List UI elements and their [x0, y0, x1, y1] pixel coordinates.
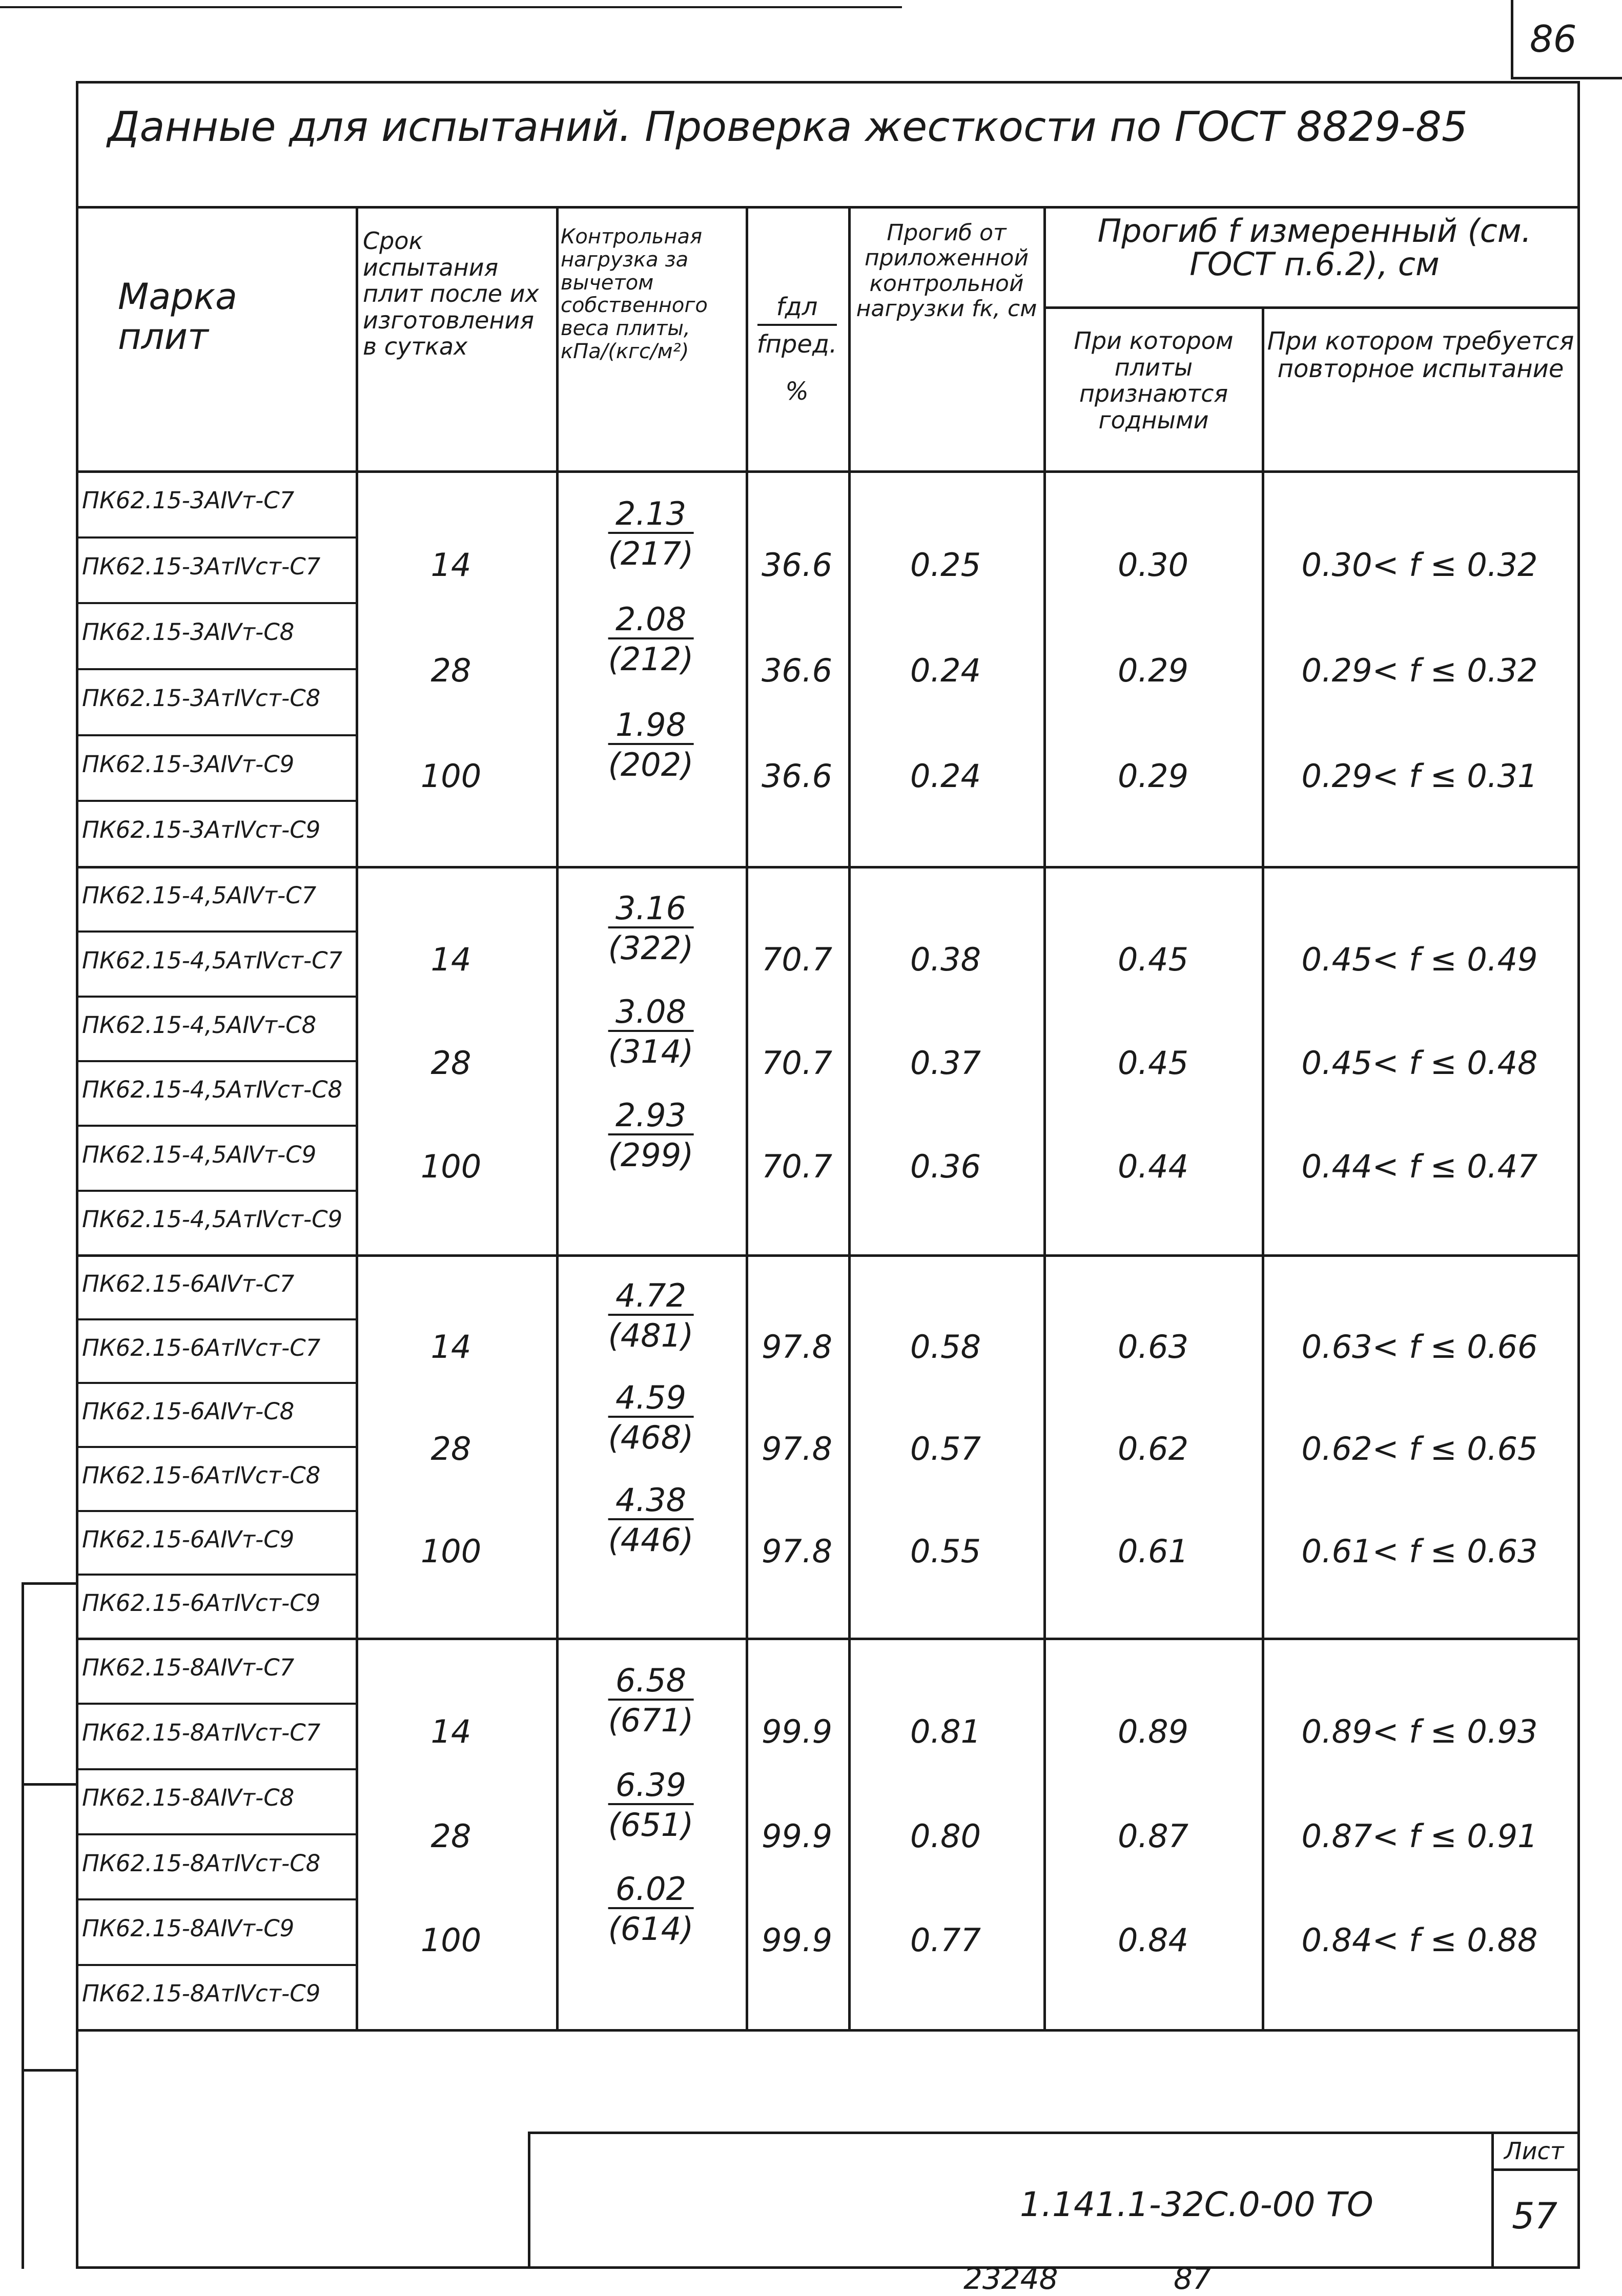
ratio-cell: 36.6: [761, 757, 833, 795]
mark-cell: ПК62.15-3АⅣт-С7: [82, 487, 295, 514]
load-fraction: [608, 1097, 694, 1174]
mark-cell: ПК62.15-6АⅣт-С9: [82, 1526, 295, 1553]
footer-number-left: 23248: [963, 2261, 1058, 2296]
ratio-cell: 99.9: [761, 1817, 833, 1855]
load-fraction: [608, 890, 694, 967]
mark-row-line: [76, 800, 358, 802]
mark-cell: ПК62.15-4,5АтⅣст-С7: [82, 947, 343, 974]
header-bottom: [76, 470, 1580, 473]
header-ratio-bar: [757, 324, 837, 326]
term-cell: 14: [430, 941, 471, 978]
accept-cell: 0.29: [1117, 757, 1189, 795]
term-cell: 100: [420, 757, 482, 795]
binding-strip-h3: [22, 2069, 78, 2072]
mark-cell: ПК62.15-6АⅣт-С8: [82, 1398, 295, 1425]
load-kpa: 6.39: [608, 1769, 694, 1805]
load-fraction: [608, 601, 694, 678]
footer-number-right: 87: [1174, 2261, 1212, 2296]
fk-cell: 0.36: [910, 1148, 981, 1185]
accept-cell: 0.89: [1117, 1713, 1189, 1750]
mark-cell: ПК62.15-8АтⅣст-С8: [82, 1850, 321, 1877]
header-deflection-load: Прогиб от приложенной контрольной нагрузки fк, см: [856, 220, 1037, 322]
sheet-corner-number: 86: [1530, 17, 1577, 60]
header-load: Контрольная нагрузка за вычетом собственного веса плиты, кПа/(кгс/м²): [561, 225, 708, 363]
sheet-number: 57: [1512, 2195, 1558, 2237]
mark-cell: ПК62.15-8АⅣт-С9: [82, 1915, 295, 1942]
page-title: Данные для испытаний. Проверка жесткости по ГОСТ 8829-85: [108, 103, 1468, 151]
load-kgs: (202): [608, 746, 694, 783]
mark-cell: ПК62.15-3АтⅣст-С9: [82, 816, 321, 843]
load-fraction: [608, 495, 694, 572]
retest-cell: 0.29< f ≤ 0.32: [1301, 652, 1538, 689]
mark-cell: ПК62.15-6АтⅣст-С7: [82, 1334, 321, 1361]
retest-cell: 0.62< f ≤ 0.65: [1301, 1430, 1538, 1467]
retest-cell: 0.29< f ≤ 0.31: [1301, 757, 1538, 795]
accept-cell: 0.45: [1117, 941, 1189, 978]
fk-cell: 0.57: [910, 1430, 981, 1467]
mark-row-line: [76, 1898, 358, 1900]
load-fraction: [608, 1766, 694, 1844]
frame-top: [76, 81, 1580, 84]
fk-cell: 0.58: [910, 1328, 981, 1366]
term-cell: 14: [430, 546, 471, 584]
load-kgs: (212): [608, 640, 694, 678]
load-fraction: [608, 1481, 694, 1559]
term-cell: 14: [430, 1328, 471, 1366]
mark-row-line: [76, 930, 358, 933]
doc-code: 1.141.1-32С.0-00 ТО: [1020, 2185, 1373, 2224]
ratio-cell: 70.7: [761, 941, 833, 978]
fk-cell: 0.77: [910, 1921, 981, 1959]
load-kgs: (314): [608, 1033, 694, 1070]
load-kpa: 4.72: [608, 1280, 694, 1316]
ratio-cell: 97.8: [761, 1328, 833, 1366]
group-separator-1: [76, 866, 1580, 868]
title-separator: [76, 206, 1580, 209]
corner-box-bottom: [1511, 77, 1622, 79]
col-line-1: [356, 206, 358, 2031]
retest-cell: 0.45< f ≤ 0.48: [1301, 1044, 1538, 1082]
load-kgs: (651): [608, 1806, 694, 1844]
frame-bottom: [76, 2266, 1580, 2269]
mark-row-line: [76, 1574, 358, 1576]
accept-cell: 0.30: [1117, 546, 1189, 584]
load-fraction: [608, 706, 694, 783]
mark-cell: ПК62.15-3АⅣт-С9: [82, 751, 295, 778]
mark-cell: ПК62.15-4,5АтⅣст-С8: [82, 1076, 343, 1103]
ratio-cell: 97.8: [761, 1533, 833, 1570]
stamp-sheet-divider: [1491, 2132, 1494, 2269]
corner-box-left: [1511, 0, 1513, 79]
measured-subheader-line: [1043, 306, 1580, 309]
term-cell: 28: [430, 1817, 471, 1855]
col-line-5: [1043, 206, 1046, 2031]
col-line-6: [1262, 306, 1264, 2031]
load-kpa: 6.02: [608, 1873, 694, 1909]
header-accepted: При котором плиты признаются годными: [1074, 327, 1234, 434]
group-separator-3: [76, 1638, 1580, 1640]
fk-cell: 0.38: [910, 941, 981, 978]
fk-cell: 0.81: [910, 1713, 981, 1750]
stamp-left: [528, 2132, 530, 2269]
term-cell: 28: [430, 1430, 471, 1467]
mark-row-line: [76, 734, 358, 736]
mark-row-line: [76, 1446, 358, 1448]
binding-strip-h2: [22, 1783, 78, 1786]
accept-cell: 0.45: [1117, 1044, 1189, 1082]
load-fraction: [608, 1379, 694, 1456]
load-kpa: 2.08: [608, 604, 694, 639]
header-mark: Марка плит: [118, 276, 237, 358]
mark-cell: ПК62.15-4,5АтⅣст-С9: [82, 1206, 343, 1233]
load-kpa: 6.58: [608, 1665, 694, 1701]
mark-cell: ПК62.15-6АтⅣст-С8: [82, 1462, 321, 1489]
term-cell: 14: [430, 1713, 471, 1750]
mark-row-line: [76, 1768, 358, 1770]
retest-cell: 0.61< f ≤ 0.63: [1301, 1533, 1538, 1570]
load-fraction: [608, 1277, 694, 1354]
mark-row-line: [76, 1964, 358, 1966]
fk-cell: 0.24: [910, 652, 981, 689]
mark-cell: ПК62.15-8АтⅣст-С9: [82, 1980, 321, 2007]
col-line-3: [746, 206, 748, 2031]
header-measured: Прогиб f измеренный (см. ГОСТ п.6.2), см: [1097, 212, 1532, 283]
load-kpa: 2.93: [608, 1100, 694, 1135]
mark-cell: ПК62.15-3АтⅣст-С8: [82, 685, 321, 712]
mark-cell: ПК62.15-6АтⅣст-С9: [82, 1589, 321, 1617]
mark-row-line: [76, 1060, 358, 1062]
term-cell: 28: [430, 1044, 471, 1082]
load-kgs: (671): [608, 1702, 694, 1739]
fk-cell: 0.24: [910, 757, 981, 795]
load-kgs: (614): [608, 1910, 694, 1948]
header-ratio-bottom: fпред.: [756, 330, 837, 359]
retest-cell: 0.44< f ≤ 0.47: [1301, 1148, 1538, 1185]
load-kgs: (322): [608, 929, 694, 967]
mark-row-line: [76, 536, 358, 539]
mark-row-line: [76, 1190, 358, 1192]
accept-cell: 0.61: [1117, 1533, 1189, 1570]
retest-cell: 0.84< f ≤ 0.88: [1301, 1921, 1538, 1959]
accept-cell: 0.63: [1117, 1328, 1189, 1366]
mark-cell: ПК62.15-8АⅣт-С7: [82, 1654, 295, 1681]
mark-cell: ПК62.15-8АтⅣст-С7: [82, 1719, 321, 1746]
mark-cell: ПК62.15-8АⅣт-С8: [82, 1784, 295, 1811]
frame-right: [1577, 81, 1580, 2269]
load-kgs: (481): [608, 1317, 694, 1354]
load-kpa: 3.08: [608, 996, 694, 1032]
mark-row-line: [76, 1703, 358, 1705]
load-kpa: 4.38: [608, 1484, 694, 1520]
load-kgs: (217): [608, 535, 694, 572]
mark-row-line: [76, 1125, 358, 1127]
mark-row-line: [76, 602, 358, 604]
binding-strip-line: [22, 1582, 24, 2269]
header-retest: При котором требуется повторное испытание: [1267, 327, 1574, 383]
mark-cell: ПК62.15-3АтⅣст-С7: [82, 553, 321, 580]
load-kpa: 4.59: [608, 1382, 694, 1418]
mark-row-line: [76, 668, 358, 670]
load-fraction: [608, 1662, 694, 1739]
stamp-top: [528, 2132, 1580, 2134]
header-ratio-top: fдл: [776, 293, 818, 321]
ratio-cell: 70.7: [761, 1148, 833, 1185]
mark-row-line: [76, 1510, 358, 1512]
retest-cell: 0.87< f ≤ 0.91: [1301, 1817, 1538, 1855]
ratio-cell: 36.6: [761, 652, 833, 689]
accept-cell: 0.29: [1117, 652, 1189, 689]
mark-cell: ПК62.15-4,5АⅣт-С8: [82, 1011, 317, 1039]
sheet-label: Лист: [1504, 2137, 1564, 2165]
load-kpa: 1.98: [608, 709, 694, 745]
group-separator-2: [76, 1254, 1580, 1257]
mark-cell: ПК62.15-4,5АⅣт-С9: [82, 1141, 317, 1168]
col-line-2: [556, 206, 559, 2031]
load-kpa: 3.16: [608, 893, 694, 928]
accept-cell: 0.84: [1117, 1921, 1189, 1959]
mark-row-line: [76, 1382, 358, 1384]
header-term: Срок испытания плит после их изготовления в сутках: [363, 227, 539, 361]
load-kgs: (468): [608, 1419, 694, 1456]
load-fraction: [608, 993, 694, 1070]
ratio-cell: 99.9: [761, 1921, 833, 1959]
stamp-sheet-line: [1491, 2168, 1580, 2171]
table-bottom-line: [76, 2029, 1580, 2032]
mark-row-line: [76, 1833, 358, 1835]
term-cell: 100: [420, 1921, 482, 1959]
mark-row-line: [76, 996, 358, 998]
mark-cell: ПК62.15-3АⅣт-С8: [82, 618, 295, 646]
load-kgs: (446): [608, 1521, 694, 1559]
retest-cell: 0.45< f ≤ 0.49: [1301, 941, 1538, 978]
load-fraction: [608, 1870, 694, 1948]
retest-cell: 0.89< f ≤ 0.93: [1301, 1713, 1538, 1750]
ratio-cell: 99.9: [761, 1713, 833, 1750]
term-cell: 100: [420, 1148, 482, 1185]
term-cell: 28: [430, 652, 471, 689]
mark-cell: ПК62.15-6АⅣт-С7: [82, 1270, 295, 1297]
retest-cell: 0.63< f ≤ 0.66: [1301, 1328, 1538, 1366]
mark-row-line: [76, 1318, 358, 1320]
frame-left: [76, 81, 78, 2269]
fk-cell: 0.55: [910, 1533, 981, 1570]
ratio-cell: 97.8: [761, 1430, 833, 1467]
accept-cell: 0.62: [1117, 1430, 1189, 1467]
ratio-cell: 36.6: [761, 546, 833, 584]
retest-cell: 0.30< f ≤ 0.32: [1301, 546, 1538, 584]
fk-cell: 0.80: [910, 1817, 981, 1855]
mark-cell: ПК62.15-4,5АⅣт-С7: [82, 882, 317, 909]
fk-cell: 0.37: [910, 1044, 981, 1082]
fk-cell: 0.25: [910, 546, 981, 584]
ratio-cell: 70.7: [761, 1044, 833, 1082]
accept-cell: 0.44: [1117, 1148, 1189, 1185]
binding-strip-h1: [22, 1582, 78, 1585]
load-kgs: (299): [608, 1136, 694, 1174]
load-kpa: 2.13: [608, 498, 694, 534]
col-line-4: [848, 206, 851, 2031]
accept-cell: 0.87: [1117, 1817, 1189, 1855]
header-ratio-unit: %: [785, 377, 809, 406]
term-cell: 100: [420, 1533, 482, 1570]
top-edge-line: [0, 6, 902, 8]
